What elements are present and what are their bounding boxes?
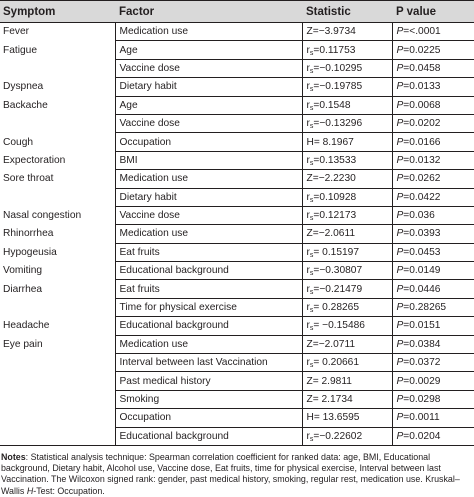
factor-cell: Age [115,41,302,59]
statistic-prefix: r [306,99,310,111]
header-factor: Factor [115,1,302,23]
statistic-prefix: r [306,265,310,277]
p-value-text: =0.0029 [403,375,441,387]
statistic-value: 2.1734 [321,394,353,405]
p-value-cell [392,372,474,390]
statistic-value: =0.12173 [313,210,357,222]
p-value-cell [392,114,474,132]
p-value-text: =0.0384 [403,338,441,350]
statistic-subscript: s [309,196,314,204]
p-symbol: P [396,136,404,148]
p-value-cell [392,59,474,77]
statistic-subscript: s [309,159,314,167]
statistic-cell [302,78,392,96]
p-symbol: P [396,99,404,111]
symptom-cell [0,114,115,132]
statistic-subscript: s [309,104,314,112]
statistic-value: =0.13533 [313,154,357,166]
statistic-prefix: Z= [306,26,319,38]
table-row [0,59,474,77]
factor-cell: Eat fruits [115,243,302,261]
table-row [0,280,474,298]
table-row [0,151,474,169]
table-row [0,372,474,390]
statistic-cell [302,151,392,169]
statistic-cell [302,298,392,316]
p-value-text: =0.0202 [403,118,441,130]
statistic-prefix: r [306,81,310,93]
p-value-cell [392,188,474,206]
p-value-cell [392,78,474,96]
statistic-prefix: r [306,320,310,332]
statistic-cell [302,427,392,445]
symptom-cell: Diarrhea [3,283,43,295]
p-value-cell [392,225,474,243]
factor-cell: Time for physical exercise [115,298,302,316]
factor-cell: Dietary habit [115,78,302,96]
statistic-subscript: s [309,123,314,131]
header-symptom: Symptom [0,1,115,23]
p-symbol: P [396,412,404,424]
statistic-subscript: s [309,86,314,94]
statistic-subscript: s [309,307,314,315]
p-value-cell [392,335,474,353]
statistic-value: = 0.28265 [313,302,360,314]
p-value-text: =0.0298 [403,394,441,405]
statistic-cell [302,170,392,188]
p-symbol: P [396,357,404,369]
p-value-cell [392,170,474,188]
p-value-text: =0.0372 [403,357,441,369]
table-row [0,390,474,408]
statistic-cell [302,335,392,353]
statistic-prefix: r [306,118,310,130]
statistic-subscript: s [309,270,314,278]
table-row [0,206,474,224]
p-symbol: P [396,302,404,314]
p-value-text: =0.0151 [403,320,441,332]
table-row [0,409,474,427]
table-row [0,262,474,280]
table-row [0,41,474,59]
factor-cell: Interval between last Vaccination [115,354,302,372]
p-symbol: P [396,265,404,277]
p-symbol: P [396,283,404,295]
symptom-cell: Sore throat [3,173,54,185]
factor-cell: Medication use [115,170,302,188]
p-value-text: =0.0133 [403,81,441,93]
table-row [0,133,474,151]
statistic-cell [302,96,392,114]
factor-cell: Vaccine dose [115,206,302,224]
statistic-prefix: r [306,210,310,222]
table-row [0,243,474,261]
table-row [0,23,474,41]
p-value-text: =0.0011 [403,412,440,424]
statistic-prefix: Z= [306,394,322,405]
statistic-value: 8.1967 [322,136,354,148]
statistic-prefix: Z= [306,228,319,240]
header-row [0,1,474,23]
factor-cell: Educational background [115,317,302,335]
p-symbol: P [396,44,404,56]
statistic-value: = 0.20661 [313,357,360,369]
statistic-value: −2.0611 [318,228,356,240]
statistic-value: =−0.10295 [313,62,363,74]
p-value-text: =0.036 [403,210,435,222]
factor-cell: Age [115,96,302,114]
symptom-cell: Backache [3,99,48,111]
statistic-cell [302,262,392,280]
statistic-prefix: H= [306,136,323,148]
statistic-subscript: s [309,288,314,296]
symptom-cell: Rhinorrhea [3,228,54,240]
p-value-text: =0.0446 [403,283,441,295]
factor-cell: Educational background [115,262,302,280]
table-row [0,298,474,316]
factor-cell: BMI [115,151,302,169]
symptom-cell: Fever [3,26,30,38]
table-row [0,188,474,206]
statistic-cell [302,390,392,408]
symptom-cell [0,390,115,408]
notes-test-letter: H [26,485,34,496]
table-row [0,335,474,353]
notes-text-1: : Statistical analysis technique: Spearman correlation coefficient for ranked data: age, BMI, Educational background, Dietary habit, Alcohol use, Vaccine dose, Eat fruits, time for physical exercise, Interval between last Vaccination. The Wilcoxon signed rank: gender, past medical history, smoking, regular rest, medication use. Kruskal–Wallis [1,451,460,496]
statistic-cell [302,280,392,298]
p-symbol: P [396,246,404,258]
symptom-cell: Headache [3,320,50,332]
statistic-subscript: s [309,325,314,333]
statistic-cell [302,409,392,427]
p-value-text: =0.0393 [403,228,441,240]
p-symbol: P [396,210,404,222]
symptom-cell: Eye pain [3,338,43,350]
statistic-prefix: r [306,44,310,56]
p-value-text: =0.0132 [403,154,441,166]
statistic-prefix: r [306,302,310,314]
p-value-text: =0.0068 [403,99,441,111]
symptom-cell: Hypogeusia [3,246,57,258]
statistic-cell [302,23,392,41]
statistic-prefix: r [306,357,310,369]
symptom-cell [0,59,115,77]
statistic-prefix: Z= [306,338,319,350]
statistic-value: =0.10928 [313,191,357,203]
statistic-value: =−0.22602 [313,430,363,442]
p-value-text: =0.0458 [403,62,441,74]
symptom-cell: Dyspnea [3,81,44,93]
p-value-text: =0.0422 [403,191,441,203]
factor-cell: Medication use [115,335,302,353]
table-row [0,78,474,96]
p-value-cell [392,96,474,114]
statistic-value: =−0.30807 [313,265,363,277]
statistic-value: −3.9734 [318,26,356,38]
p-value-cell [392,390,474,408]
p-value-cell [392,206,474,224]
p-symbol: P [396,118,404,130]
statistic-cell [302,59,392,77]
factor-cell: Vaccine dose [115,59,302,77]
p-symbol: P [396,375,404,387]
factor-cell: Occupation [115,133,302,151]
statistic-prefix: Z= [306,375,322,387]
header-statistic: Statistic [302,1,392,23]
symptom-cell: Cough [3,136,34,148]
statistic-cell [302,225,392,243]
p-value-text: =0.0204 [403,430,441,442]
statistic-subscript: s [309,215,314,223]
p-value-cell [392,151,474,169]
statistic-value: =0.11753 [313,44,356,56]
statistic-cell [302,354,392,372]
p-symbol: P [396,338,404,350]
table-row [0,317,474,335]
symptom-cell: Nasal congestion [3,210,82,222]
p-value-text: =0.0262 [403,173,441,185]
factor-cell: Medication use [115,225,302,243]
statistic-subscript: s [309,251,314,259]
symptom-cell [0,188,115,206]
p-value-cell [392,41,474,59]
statistic-cell [302,114,392,132]
table-row [0,114,474,132]
symptom-cell: Expectoration [3,154,66,166]
p-value-text: =<.0001 [403,26,441,38]
p-value-cell [392,133,474,151]
symptom-cell [0,354,115,372]
statistic-prefix: r [306,430,310,442]
table-notes [0,446,474,497]
factor-cell: Dietary habit [115,188,302,206]
p-value-cell [392,262,474,280]
statistic-cell [302,41,392,59]
factor-cell: Past medical history [115,372,302,390]
statistic-value: =0.1548 [313,99,351,111]
symptom-cell: Fatigue [3,44,37,56]
p-value-cell [392,243,474,261]
table-row [0,225,474,243]
statistic-cell [302,372,392,390]
statistic-value: −2.0711 [318,338,356,350]
factor-cell: Eat fruits [115,280,302,298]
factor-cell: Medication use [115,23,302,41]
statistic-value: 2.9811 [321,375,352,387]
p-symbol: P [396,430,404,442]
statistic-value: =−0.21479 [313,283,363,295]
table-row [0,354,474,372]
statistic-subscript: s [309,49,314,57]
p-symbol: P [396,154,404,166]
p-value-cell [392,280,474,298]
p-value-cell [392,317,474,335]
p-value-text: =0.0149 [403,265,441,277]
statistic-cell [302,133,392,151]
table-row [0,170,474,188]
p-value-cell [392,23,474,41]
statistic-value: = 0.15197 [313,246,360,258]
p-value-text: =0.0225 [403,44,441,56]
p-symbol: P [396,394,404,405]
statistic-prefix: r [306,246,310,258]
statistic-cell [302,243,392,261]
factor-cell: Smoking [115,390,302,408]
notes-text-2: -Test: Occupation. [33,485,105,496]
table-row [0,96,474,114]
statistic-value: =−0.13296 [313,118,363,130]
p-value-cell [392,354,474,372]
p-symbol: P [396,173,404,185]
statistic-prefix: r [306,191,310,203]
table-row [0,427,474,445]
p-value-cell [392,427,474,445]
notes-label: Notes [1,451,26,462]
p-value-text: =0.0166 [403,136,441,148]
statistic-subscript: s [309,67,314,75]
statistic-value: −2.2230 [318,173,356,185]
p-symbol: P [396,81,404,93]
p-symbol: P [396,191,404,203]
statistic-subscript: s [309,435,314,443]
p-value-text: =0.0453 [403,246,441,258]
symptom-cell: Vomiting [3,265,43,277]
p-symbol: P [396,228,404,240]
statistic-prefix: r [306,283,310,295]
symptom-cell [0,372,115,390]
symptom-cell [0,298,115,316]
factor-cell: Educational background [115,427,302,445]
statistic-value: = −0.15486 [313,320,365,332]
symptom-cell [0,427,115,445]
factor-cell: Vaccine dose [115,114,302,132]
header-p-value: P value [392,1,474,23]
p-value-cell [392,409,474,427]
p-symbol: P [396,26,404,38]
p-symbol: P [396,62,404,74]
statistic-cell [302,206,392,224]
table-body [0,23,474,446]
statistic-prefix: Z= [306,173,319,185]
statistic-cell [302,317,392,335]
statistic-prefix: r [306,62,310,74]
p-symbol: P [396,320,404,332]
p-value-text: =0.28265 [403,302,447,314]
statistic-prefix: H= [306,412,323,424]
symptom-cell [0,409,115,427]
statistic-subscript: s [309,362,314,370]
factor-cell: Occupation [115,409,302,427]
statistic-value: 13.6595 [322,412,360,424]
p-value-cell [392,298,474,316]
statistic-prefix: r [306,154,310,166]
statistic-cell [302,188,392,206]
statistic-value: =−0.19785 [313,81,363,93]
